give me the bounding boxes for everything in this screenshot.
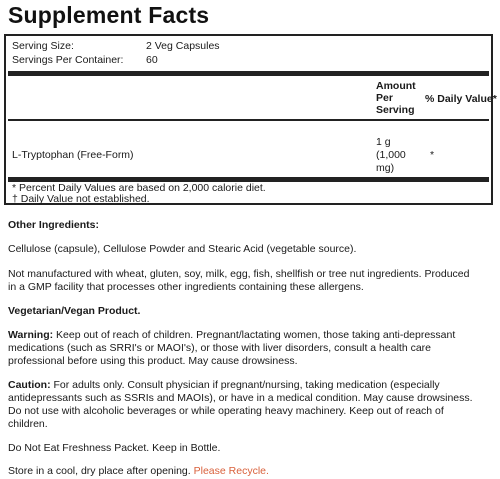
footnote-daily-values: * Percent Daily Values are based on 2,000 calorie diet. [12, 182, 266, 194]
warning-label: Warning: [8, 329, 54, 341]
nutrient-amount-line1: 1 g [376, 136, 391, 148]
other-ingredients-text: Cellulose (capsule), Cellulose Powder and Stearic Acid (vegetable source). [8, 243, 357, 255]
vegan-statement: Vegetarian/Vegan Product. [8, 305, 141, 317]
serving-size-label: Serving Size: [12, 40, 74, 52]
header-divider [8, 119, 489, 121]
storage-text: Store in a cool, dry place after opening. [8, 465, 194, 477]
servings-per-container-value: 60 [146, 54, 158, 66]
nutrient-name: L-Tryptophan (Free-Form) [12, 149, 134, 161]
warning-line1: Warning: Keep out of reach of children. Pregnant/lactating women, those taking anti-depressant [8, 329, 456, 341]
other-ingredients-heading: Other Ingredients: [8, 219, 100, 231]
freshness-notice: Do Not Eat Freshness Packet. Keep in Bottle. [8, 442, 221, 454]
amount-header-line3: Serving [376, 104, 415, 116]
servings-per-container-label: Servings Per Container: [12, 54, 124, 66]
footnote-not-established: † Daily Value not established. [12, 193, 150, 205]
nutrient-amount-line2: (1,000 [376, 149, 406, 161]
caution-line2: antidepressants such as SSRIs and MAOIs), or have in a medical condition. May cause drowsiness. [8, 392, 473, 404]
warning-line3: professional before using this product. May cause drowsiness. [8, 355, 298, 367]
daily-value-header: % Daily Value* [425, 93, 497, 105]
amount-header-line2: Per [376, 92, 393, 104]
nutrient-daily-value: * [430, 149, 435, 161]
recycle-text: Please Recycle. [193, 465, 269, 477]
caution-label: Caution: [8, 379, 51, 391]
thick-divider [8, 71, 489, 76]
nutrient-amount-line3: mg) [376, 162, 395, 174]
caution-line4: children. [8, 418, 48, 430]
caution-line1: Caution: For adults only. Consult physician if pregnant/nursing, taking medication (especially [8, 379, 440, 391]
allergen-line2: in a GMP facility that processes other ingredients containing these allergens. [8, 281, 364, 293]
serving-size-value: 2 Veg Capsules [146, 40, 220, 52]
supplement-facts-panel [4, 34, 497, 205]
storage-line [8, 465, 494, 478]
caution-line3: Do not use with alcoholic beverages or while operating heavy machinery. Keep out of reach of [8, 405, 444, 417]
allergen-line1: Not manufactured with wheat, gluten, soy, milk, egg, fish, shellfish or tree nut ingredients. Produced [8, 268, 470, 280]
supplement-facts-title: Supplement Facts [8, 2, 210, 28]
amount-header-line1: Amount [376, 80, 416, 92]
warning-line2: medications (such as SRRI's or MAOI's), or those with liver disorders, consult a health care [8, 342, 432, 354]
